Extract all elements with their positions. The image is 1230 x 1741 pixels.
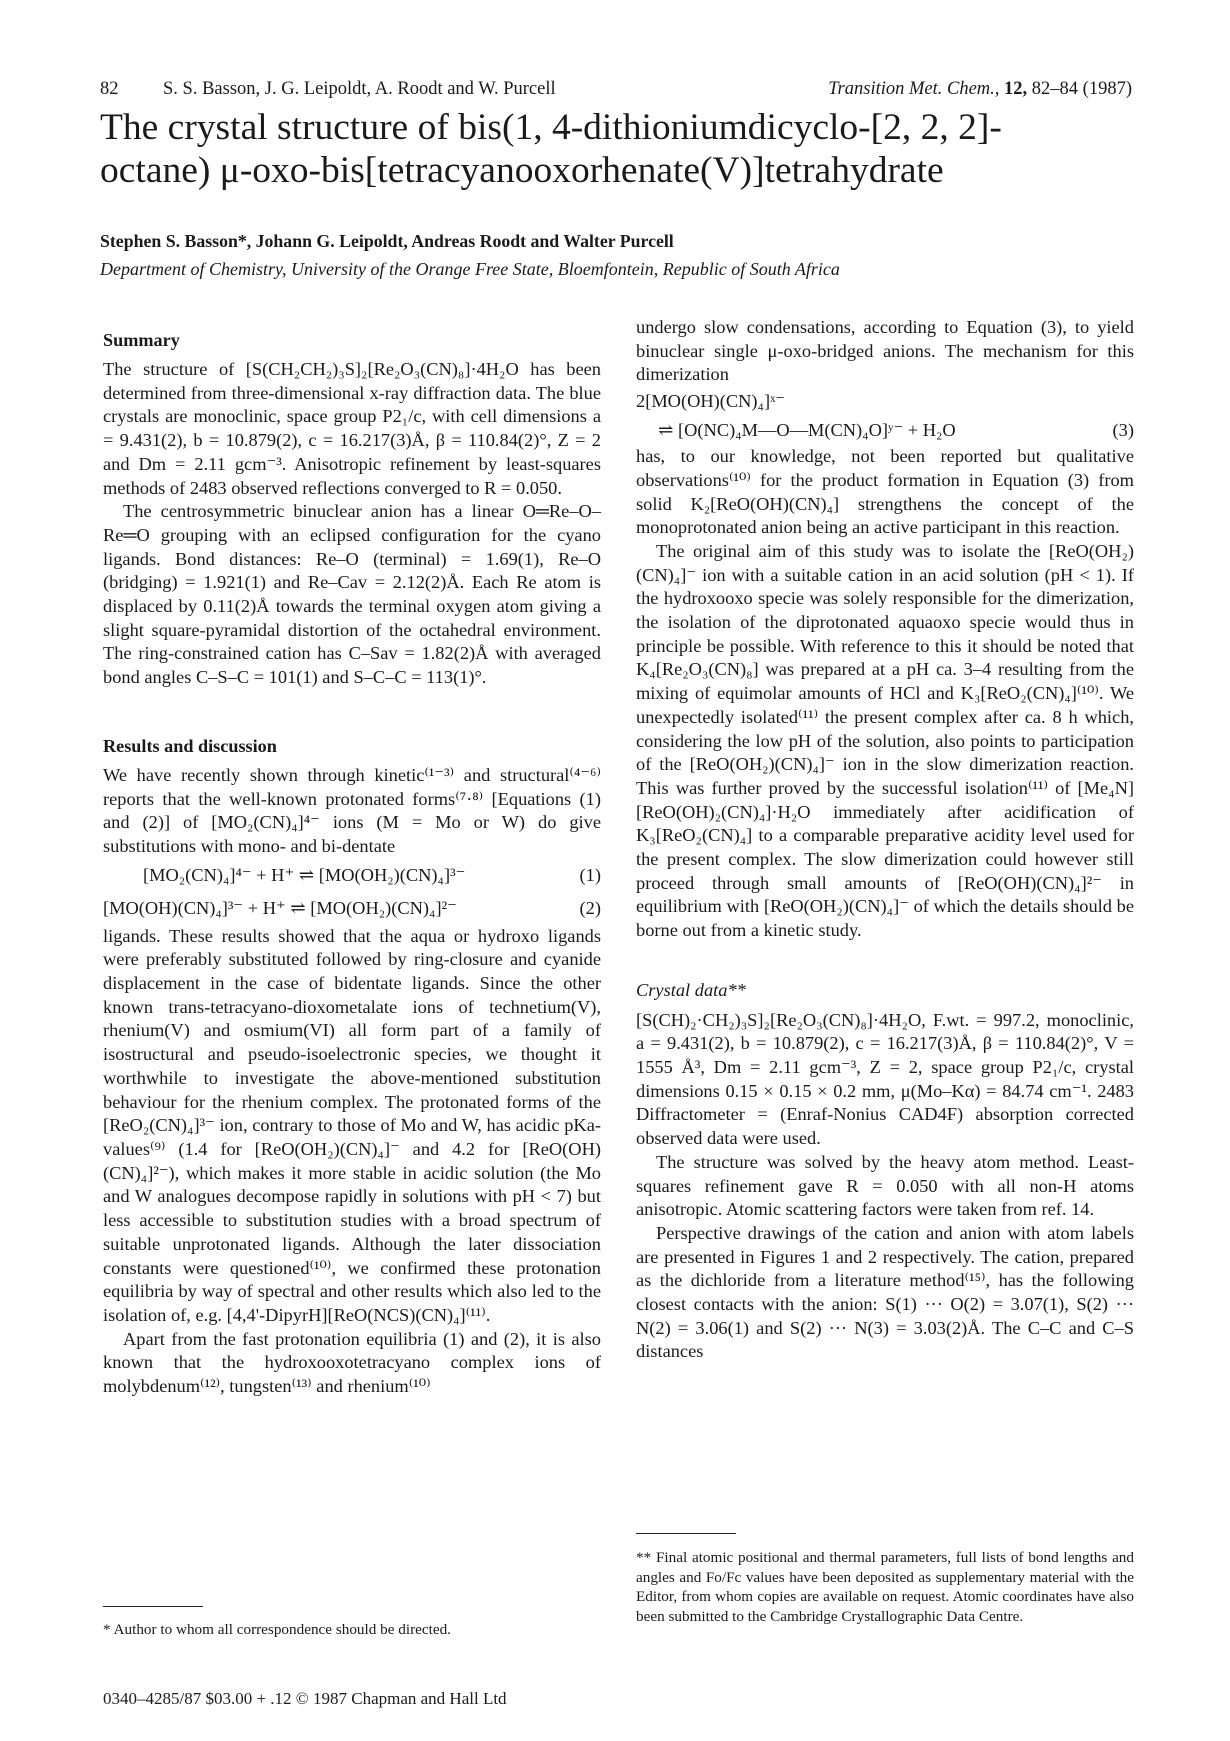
copyright-line: 0340–4285/87 $03.00 + .12 © 1987 Chapman and Hall Ltd [103, 1689, 507, 1708]
title-line-1: The crystal structure of bis(1, 4-dithioniumdicyclo-[2, 2, 2]- [100, 107, 1002, 148]
journal-volume: 12, [1004, 79, 1028, 99]
footnote-deposited-data: ** Final atomic positional and thermal parameters, full lists of bond lengths and angles and Fo/Fc values have been deposited as supplementary material with the Editor, from whom copies are available on request. Atomic coordinates have also been submitted to the Cambridge Crystallographic Data Centre. [636, 1549, 1134, 1625]
results-paragraph-2: ligands. These results showed that the aqua or hydroxo ligands were preferably substituted followed by ring-closure and cyanide displacement in the case of bidentate ligands. Since the other known trans-tetracyano-dioxometalate ions of technetium(V), rhenium(V) and osmium(VI) all form part of a family of isostructural and pseudo-isoelectronic species, we thought it worthwhile to investigate the above-mentioned substitution behaviour for the rhenium complex. The protonated forms of the [ReO₂(CN)₄]³⁻ ion, contrary to those of Mo and W, has acidic pKa-values⁽⁹⁾ (1.4 for [ReO(OH₂)(CN)₄]⁻ and 4.2 for [ReO(OH)(CN)₄]²⁻), which makes it more stable in acidic solution (the Mo and W analogues decompose rapidly in solutions with pH < 7) but less accessible to substitution studies with a broad spectrum of suitable unprotonated ligands. Although the later dissociation constants were questioned⁽¹⁰⁾, we confirmed these protonation equilibria by way of spectral and other results which also led to the isolation of, e.g. [4,4'-DipyrH][ReO(NCS)(CN)₄]⁽¹¹⁾. [103, 925, 601, 1325]
article-title [100, 106, 1132, 192]
footnote-rule-left [103, 1606, 203, 1607]
right-paragraph-1: undergo slow condensations, according to Equation (3), to yield binuclear single μ-oxo-bridged anions. The mechanism for this dimerization [636, 317, 1134, 385]
right-column [636, 317, 1134, 1364]
equation-2-body: [MO(OH)(CN)₄]³⁻ + H⁺ ⇌ [MO(OH₂)(CN)₄]²⁻ [103, 897, 457, 918]
running-head-authors: S. S. Basson, J. G. Leipoldt, A. Roodt and W. Purcell [163, 79, 556, 99]
results-heading: Results and discussion [103, 735, 277, 756]
equation-3-number: (3) [1112, 420, 1134, 441]
journal-pages: 82–84 (1987) [1031, 79, 1132, 99]
right-paragraph-5: The structure was solved by the heavy atom method. Least-squares refinement gave R = 0.050 with all non-H atoms anisotropic. Atomic scattering factors were taken from ref. 14. [636, 1151, 1134, 1220]
equation-3-line-1 [636, 387, 1134, 415]
author-list: Stephen S. Basson*, Johann G. Leipoldt, Andreas Roodt and Walter Purcell [100, 231, 674, 251]
summary-paragraph-2: The centrosymmetric binuclear anion has a linear O═Re–O–Re═O grouping with an eclipsed configuration for the cyano ligands. Bond distances: Re–O (terminal) = 1.69(1), Re–O (bridging) = 1.921(1) and Re–Cav = 2.12(2)Å. Each Re atom is displaced by 0.11(2)Å towards the terminal oxygen atom giving a slight square-pyramidal distortion of the octahedral environment. The ring-constrained cation has C–Sav = 1.82(2)Å with averaged bond angles C–S–C = 101(1) and S–C–C = 113(1)°. [103, 501, 601, 688]
journal-name: Transition Met. Chem., [828, 79, 1000, 99]
equation-3-line-2 [636, 415, 1134, 445]
equation-2 [103, 892, 601, 925]
affiliation: Department of Chemistry, University of the Orange Free State, Bloemfontein, Republic of South Africa [100, 259, 840, 279]
footnote-corresponding-author: * Author to whom all correspondence should be directed. [103, 1621, 451, 1638]
right-paragraph-6: Perspective drawings of the cation and anion with atom labels are presented in Figures 1 and 2 respectively. The cation, prepared as the dichloride from a literature method⁽¹⁵⁾, has the following closest contacts with the anion: S(1) ··· O(2) = 3.07(1), S(2) ··· N(2) = 3.06(1) and S(2) ··· N(3) = 3.03(2)Å. The C–C and C–S distances [636, 1222, 1134, 1362]
crystal-data-heading: Crystal data** [636, 979, 746, 1000]
footnote-rule-right [636, 1533, 736, 1534]
equation-1-body: [MO₂(CN)₄]⁴⁻ + H⁺ ⇌ [MO(OH₂)(CN)₄]³⁻ [143, 864, 466, 885]
summary-paragraph-1: The structure of [S(CH₂CH₂)₃S]₂[Re₂O₃(CN)₈]·4H₂O has been determined from three-dimensional x-ray diffraction data. The blue crystals are monoclinic, space group P2₁/c, with cell dimensions a = 9.431(2), b = 10.879(2), c = 16.217(3)Å, β = 110.84(2)°, Z = 2 and Dm = 2.11 gcm⁻³. Anisotropic refinement by least-squares methods of 2483 observed reflections converged to R = 0.050. [103, 359, 601, 498]
left-column [103, 328, 601, 1399]
journal-citation [828, 74, 1132, 104]
results-paragraph-1: We have recently shown through kinetic⁽¹⁻³⁾ and structural⁽⁴⁻⁶⁾ reports that the well-known protonated forms⁽⁷·⁸⁾ [Equations (1) and (2)] of [MO₂(CN)₄]⁴⁻ ions (M = Mo or W) do give substitutions with mono- and bi-dentate [103, 764, 601, 856]
summary-heading: Summary [103, 330, 180, 350]
running-head [100, 74, 1132, 104]
right-paragraph-2: has, to our knowledge, not been reported but qualitative observations⁽¹⁰⁾ for the product formation in Equation (3) from solid K₂[ReO(OH)(CN)₄] strengthens the concept of the monoprotonated anion being an active participant in this reaction. [636, 446, 1134, 538]
results-paragraph-3: Apart from the fast protonation equilibria (1) and (2), it is also known that the hydroxooxotetracyano complex ions of molybdenum⁽¹²⁾, tungsten⁽¹³⁾ and rhenium⁽¹⁰⁾ [103, 1328, 601, 1397]
page-number: 82 [100, 79, 119, 99]
equation-3-lhs: 2[MO(OH)(CN)₄]ˣ⁻ [636, 391, 786, 412]
right-paragraph-3: The original aim of this study was to isolate the [ReO(OH₂)(CN)₄]⁻ ion with a suitable cation in an acid solution (pH < 1). If the hydroxooxo specie was solely responsible for the dimerization, the isolation of the diprotonated aquaoxo specie would thus in principle be possible. With reference to this it should be noted that K₄[Re₂O₃(CN)₈] was prepared at a pH ca. 3–4 resulting from the mixing of equimolar amounts of HCl and K₃[ReO₂(CN)₄]⁽¹⁰⁾. We unexpectedly isolated⁽¹¹⁾ the present complex after ca. 8 h which, considering the low pH of the solution, also points to participation of the [ReO(OH₂)(CN)₄]⁻ ion in the slow dimerization reaction. This was further proved by the successful isolation⁽¹¹⁾ of [Me₄N][ReO(OH)₂(CN)₄]·H₂O immediately after acidification of K₃[ReO₂(CN)₄] to a comparable preparative acidity level used for the present complex. The slow dimerization could however still proceed through small amounts of [ReO(OH)(CN)₄]²⁻ in equilibrium with [ReO(OH₂)(CN)₄]⁻ of which the details should be borne out from a kinetic study. [636, 540, 1134, 941]
title-line-2: octane) μ-oxo-bis[tetracyanooxorhenate(V)]tetrahydrate [100, 150, 944, 191]
equation-3-rhs: ⇌ [O(NC)₄M—O—M(CN)₄O]ʸ⁻ + H₂O [658, 420, 956, 441]
equation-1-number: (1) [579, 864, 601, 885]
crystal-data-paragraph: [S(CH)₂·CH₂)₃S]₂[Re₂O₃(CN)₈]·4H₂O, F.wt. = 997.2, monoclinic, a = 9.431(2), b = 10.879(2), c = 16.217(3)Å, β = 110.84(2)°, V = 1555 Å³, Dm = 2.11 gcm⁻³, Z = 2, space group P2₁/c, crystal dimensions 0.15 × 0.15 × 0.2 mm, μ(Mo–Kα) = 84.74 cm⁻¹. 2483 Diffractometer = (Enraf-Nonius CAD4F) absorption corrected observed data were used. [636, 1009, 1134, 1149]
equation-1 [103, 859, 601, 892]
equation-2-number: (2) [579, 897, 601, 918]
